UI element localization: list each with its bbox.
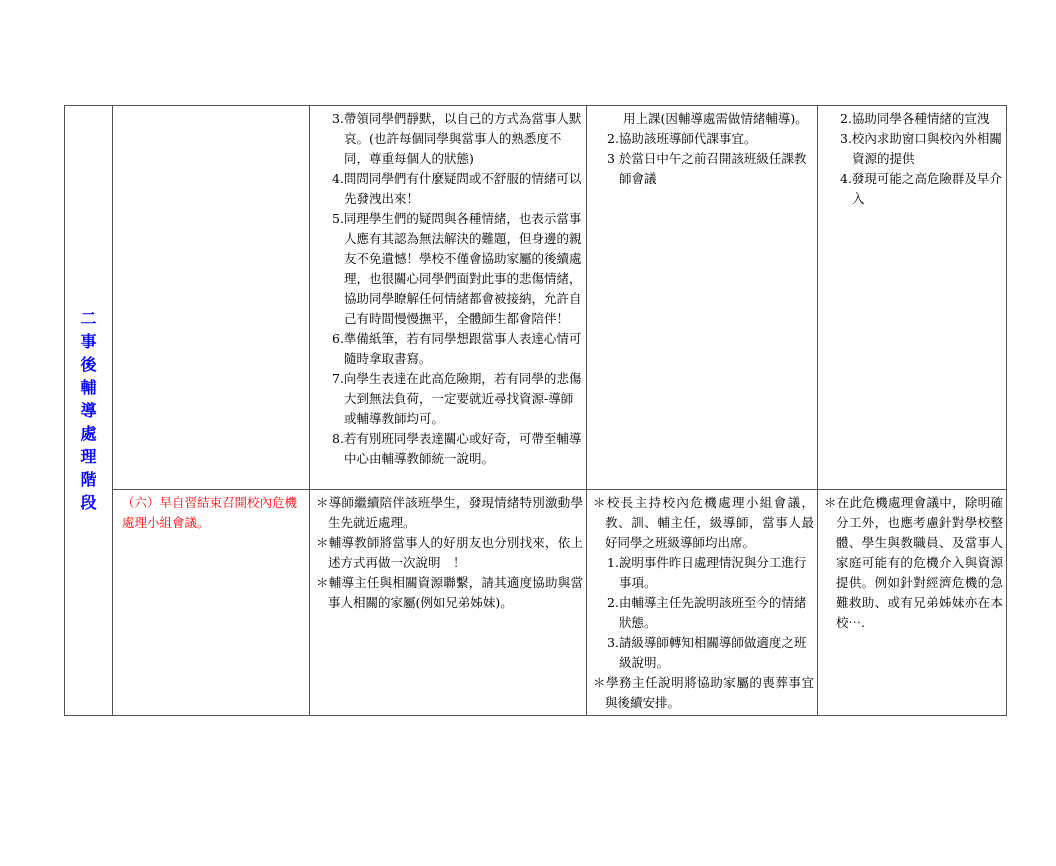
list-item: 用上課(因輔導處需做情緒輔導)。 xyxy=(623,111,808,126)
admin-cell xyxy=(587,106,818,490)
task-title: （六）早自習結束召開校內危機處理小組會議。 xyxy=(122,495,298,530)
list-item: 3.請級導師轉知相關導師做適度之班級說明。 xyxy=(607,635,807,670)
note-cell xyxy=(818,106,1007,490)
list-item: ＊校長主持校內危機處理小組會議，教、訓、輔主任，級導師，當事人最好同學之班級導師均出席。 xyxy=(593,495,814,550)
procedure-table xyxy=(64,105,1007,716)
list-item: 8.若有別班同學表達關心或好奇，可帶至輔導中心由輔導教師統一說明。 xyxy=(332,431,582,466)
table-row xyxy=(65,106,1007,490)
list-item: ＊在此危機處理會議中，除明確分工外，也應考慮針對學校整體、學生與教職員、及當事人家庭可能有的危機介入與資源提供。例如針對經濟危機的急難救助、或有兄弟姊妹亦在本校⋯. xyxy=(824,495,1003,630)
note-cell xyxy=(818,490,1007,716)
list-item: 7.向學生表達在此高危險期，若有同學的悲傷大到無法負荷，一定要就近尋找資源-導師或輔導教師均可。 xyxy=(332,371,582,426)
list-item: 3 於當日中午之前召開該班級任課教師會議 xyxy=(607,151,807,186)
list-item: 2.協助同學各種情緒的宣洩 xyxy=(840,111,990,126)
list-item: ＊導師繼續陪伴該班學生，發現情緒特別激動學生先就近處理。 xyxy=(316,495,583,530)
list-item: 2.由輔導主任先說明該班至今的情緒狀態。 xyxy=(607,595,807,630)
stage-label: 二事後輔導處理階段 xyxy=(80,309,97,512)
stage-cell xyxy=(65,106,113,716)
list-item: ＊學務主任說明將協助家屬的喪葬事宜與後續安排。 xyxy=(593,675,814,710)
action-cell xyxy=(310,106,587,490)
action-cell xyxy=(310,490,587,716)
list-item: 3.校內求助窗口與校內外相關資源的提供 xyxy=(840,131,1002,166)
list-item: 5.同理學生們的疑問與各種情緒，也表示當事人應有其認為無法解決的難題，但身邊的親友不免遺憾！學校不僅會協助家屬的後續處理，也很關心同學們面對此事的悲傷情緒，協助同學瞭解任何情緒都會被接納，允許自己有時間慢慢撫平，全體師生都會陪伴！ xyxy=(332,211,582,326)
list-item: 6.準備紙筆，若有同學想跟當事人表達心情可隨時拿取書寫。 xyxy=(332,331,582,366)
task-cell-empty xyxy=(113,106,310,490)
list-item: ＊輔導教師將當事人的好朋友也分別找來，依上述方式再做一次說明 ！ xyxy=(316,535,583,570)
list-item: 4.問問同學們有什麼疑問或不舒服的情緒可以先發洩出來！ xyxy=(332,171,582,206)
list-item: ＊輔導主任與相關資源聯繫，請其適度協助與當事人相關的家屬(例如兄弟姊妹)。 xyxy=(316,575,583,610)
table-row xyxy=(65,490,1007,716)
list-item: 1.說明事件昨日處理情況與分工進行事項。 xyxy=(607,555,807,590)
list-item: 4.發現可能之高危險群及早介入 xyxy=(840,171,1002,206)
list-item: 2.協助該班導師代課事宜。 xyxy=(607,131,757,146)
admin-cell xyxy=(587,490,818,716)
list-item: 3.帶領同學們靜默，以自己的方式為當事人默哀。(也許每個同學與當事人的熟悉度不同，尊重每個人的狀態) xyxy=(332,111,582,166)
task-cell xyxy=(113,490,310,716)
